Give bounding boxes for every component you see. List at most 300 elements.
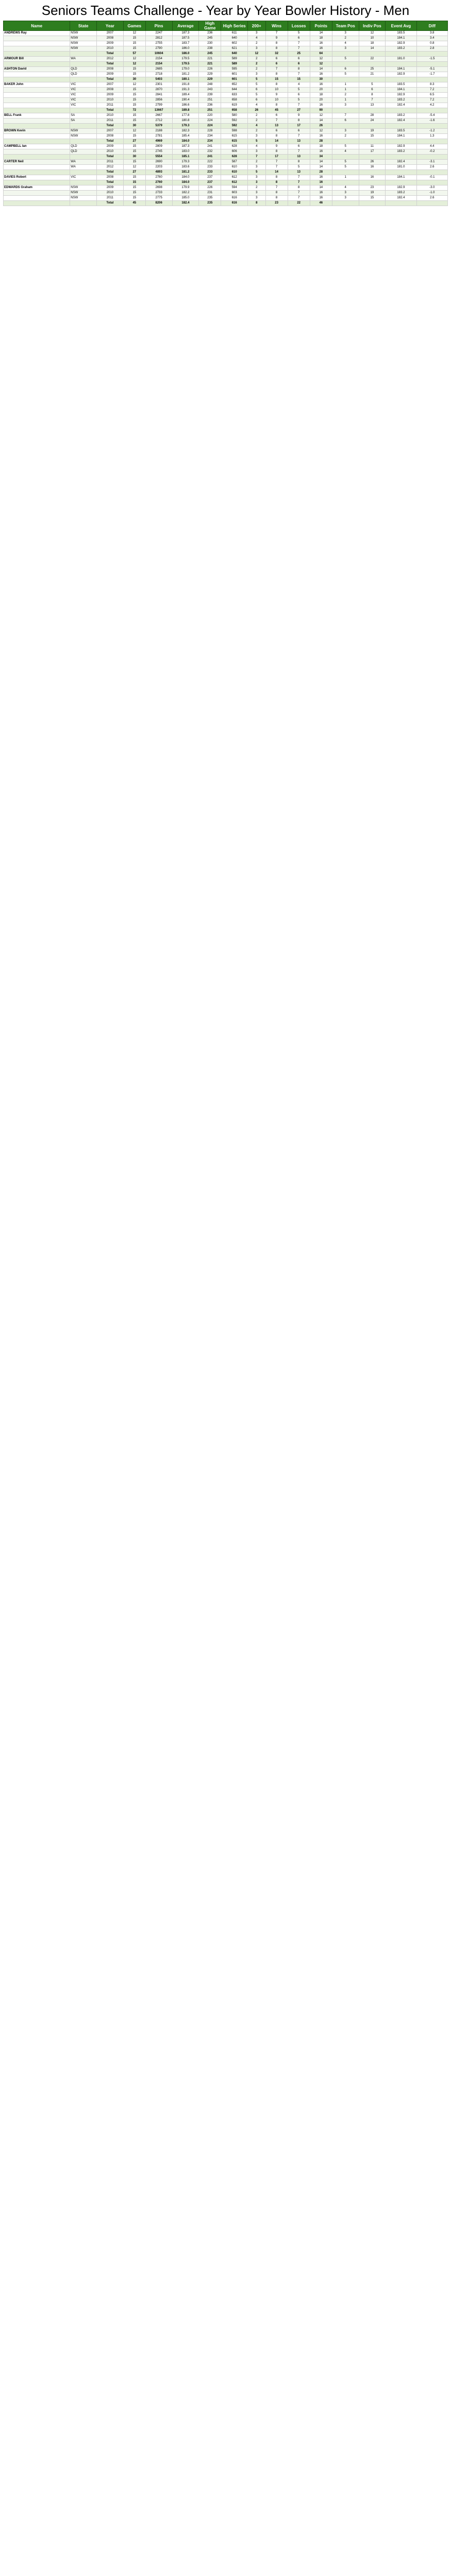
table-cell [4,108,70,113]
table-cell: 15 [123,88,145,93]
table-cell: 2008 [97,88,124,93]
table-cell: 2745 [145,149,172,155]
table-cell: 226 [199,67,221,72]
table-cell: 3 [248,165,265,170]
table-cell: 6 [288,93,310,98]
table-cell: 2008 [97,67,124,72]
table-cell [332,139,359,144]
table-cell [386,180,416,185]
table-cell: 5 [332,165,359,170]
table-cell: 619 [221,103,248,108]
table-cell: 8 [265,82,288,88]
table-cell: 12 [248,52,265,57]
table-cell: 179.5 [172,62,199,67]
table-cell: 28 [310,170,332,175]
table-cell: 2.6 [416,165,447,170]
table-cell: 26 [248,108,265,113]
table-cell: 182.4 [386,196,416,201]
table-cell: 5 [248,82,265,88]
table-cell: 15 [265,77,288,82]
table-row [4,103,448,108]
table-cell: 6 [248,98,265,103]
table-cell: 3 [248,175,265,180]
table-cell: 17 [288,124,310,129]
table-cell: 6 [332,67,359,72]
table-row [4,46,448,52]
table-cell: -1.7 [416,72,447,77]
table-cell: 7 [288,41,310,46]
table-cell: 2009 [97,144,124,149]
table-cell: 1.3 [416,134,447,139]
table-cell: 183.5 [386,82,416,88]
table-cell [359,139,386,144]
table-cell: 20 [310,98,332,103]
table-cell: 14 [265,139,288,144]
table-cell [70,155,97,160]
table-cell: 3 [248,134,265,139]
table-cell: 16 [359,165,386,170]
table-cell: 28 [310,139,332,144]
table-cell: 5 [288,98,310,103]
table-cell: 2203 [145,165,172,170]
table-cell [4,139,70,144]
table-cell: 18 [310,144,332,149]
table-cell: 615 [221,134,248,139]
table-cell [4,165,70,170]
table-cell: 3.8 [416,31,447,36]
table-cell: 183.2 [386,191,416,196]
table-cell: 3 [248,180,265,185]
table-cell: VIC [70,82,97,88]
table-cell: 182.9 [386,72,416,77]
table-cell: 2010 [97,191,124,196]
column-header: Losses [288,21,310,31]
table-row [4,93,448,98]
table-cell: 8 [265,180,288,185]
table-cell: 587 [221,160,248,165]
table-cell [416,124,447,129]
table-cell: 1 [332,98,359,103]
table-cell: 2009 [97,185,124,191]
table-cell [332,155,359,160]
table-cell: -0.2 [416,149,447,155]
table-cell: 183.2 [386,113,416,118]
table-cell [4,98,70,103]
table-cell: 589 [221,57,248,62]
table-cell: 224 [199,118,221,124]
table-cell: 16 [310,103,332,108]
table-row [4,160,448,165]
table-cell: 10 [265,88,288,93]
table-cell: 182.4 [386,160,416,165]
table-cell: 19 [359,191,386,196]
table-cell: 184.1 [386,175,416,180]
table-cell: 2799 [145,103,172,108]
table-cell: Total [97,170,124,175]
table-cell: 6.5 [416,93,447,98]
table-cell: -1.6 [416,118,447,124]
table-cell: 16 [310,41,332,46]
table-cell: 15 [123,113,145,118]
table-cell: 4 [288,82,310,88]
table-row [4,72,448,77]
table-cell: 234 [199,134,221,139]
table-cell: 7 [288,180,310,185]
table-cell: 8 [265,149,288,155]
table-cell: 8 [248,201,265,206]
table-cell: 7.2 [416,98,447,103]
table-cell: 233 [199,165,221,170]
table-cell: 12 [123,62,145,67]
table-cell: 182.9 [386,41,416,46]
table-cell: 184.1 [386,134,416,139]
table-cell: 181.2 [172,170,199,175]
table-cell: 27 [123,139,145,144]
table-cell: 5 [248,77,265,82]
table-cell [386,201,416,206]
table-cell: 2 [248,67,265,72]
table-cell: 183.2 [386,46,416,52]
table-cell: 2718 [145,72,172,77]
table-cell: 6 [288,57,310,62]
table-cell: ANDREWS Ray [4,31,70,36]
table-cell: 26 [359,160,386,165]
table-cell: 182.4 [172,201,199,206]
table-cell: 234 [199,139,221,144]
table-cell: 12 [123,57,145,62]
table-cell [4,124,70,129]
table-cell: 185.0 [172,196,199,201]
table-cell: 14 [265,170,288,175]
total-row [4,77,448,82]
table-cell: 7 [288,46,310,52]
table-cell: 628 [221,155,248,160]
table-cell: 3 [332,46,359,52]
table-cell: 181.2 [172,72,199,77]
table-cell: 7.2 [416,88,447,93]
table-cell: 233 [199,170,221,175]
table-cell: 243 [199,88,221,93]
table-cell: 226 [199,185,221,191]
table-cell: 3 [248,72,265,77]
table-cell [359,180,386,185]
table-cell: 2 [248,62,265,67]
table-cell [332,62,359,67]
table-cell: 15 [123,67,145,72]
table-cell: 2790 [145,46,172,52]
table-cell: 589 [221,62,248,67]
table-cell: NSW [70,134,97,139]
table-cell: 13667 [145,108,172,113]
table-cell: 2760 [145,175,172,180]
table-cell: 8 [265,196,288,201]
column-header: Games [123,21,145,31]
table-cell: 8 [288,67,310,72]
table-cell [70,139,97,144]
table-row [4,98,448,103]
table-cell: -0.1 [416,175,447,180]
table-cell: 190.4 [172,98,199,103]
table-cell: 9 [265,93,288,98]
table-cell: 7 [332,113,359,118]
table-cell: 658 [221,98,248,103]
table-cell: 3 [248,196,265,201]
table-cell [4,103,70,108]
table-cell: 6 [265,129,288,134]
table-cell: 18 [310,36,332,41]
total-row [4,201,448,206]
table-cell: VIC [70,98,97,103]
table-cell: 7 [265,67,288,72]
column-header: Diff [416,21,447,31]
table-cell: 1 [332,88,359,93]
table-cell: 180.8 [172,118,199,124]
table-cell [70,52,97,57]
table-cell: 8 [265,191,288,196]
table-cell: 6 [288,36,310,41]
table-cell [416,170,447,175]
table-cell: 2690 [145,160,172,165]
table-cell [4,149,70,155]
table-cell: NSW [70,46,97,52]
table-cell: 2009 [97,41,124,46]
table-cell: 633 [221,93,248,98]
table-cell: -1.0 [416,191,447,196]
table-cell: 2 [332,93,359,98]
table-cell [332,170,359,175]
table-cell: 7 [288,103,310,108]
table-cell: 236 [199,31,221,36]
table-cell: ARMOUR Bill [4,57,70,62]
table-cell: 9 [265,144,288,149]
table-cell: 2301 [145,82,172,88]
table-cell: 3 [332,31,359,36]
table-cell: 7 [359,98,386,103]
table-cell: 2008 [97,36,124,41]
table-cell [70,170,97,175]
table-cell: 15 [123,185,145,191]
table-cell: 15 [123,41,145,46]
table-cell: 594 [221,185,248,191]
table-cell: NSW [70,129,97,134]
table-cell: 12 [123,165,145,170]
table-cell: 2 [248,41,265,46]
table-cell: 30 [123,155,145,160]
table-cell: 2012 [97,165,124,170]
table-cell: 241 [199,155,221,160]
table-cell: 8 [265,46,288,52]
table-cell: 3 [332,196,359,201]
table-cell: 0.8 [416,41,447,46]
table-cell: 11 [359,144,386,149]
table-cell: VIC [70,93,97,98]
table-cell: 2 [248,113,265,118]
table-cell: 22 [288,201,310,206]
table-cell: 2.6 [416,196,447,201]
table-cell: 16 [310,180,332,185]
table-cell: 245 [199,36,221,41]
table-cell: 610 [221,170,248,175]
table-cell: 15 [123,149,145,155]
table-cell: 186.0 [172,52,199,57]
table-row [4,149,448,155]
table-cell: NSW [70,36,97,41]
table-cell [70,108,97,113]
table-cell: 185.1 [172,155,199,160]
table-cell: 16 [359,175,386,180]
table-cell: 183.0 [172,149,199,155]
table-cell: 238 [199,46,221,52]
total-row [4,62,448,67]
table-cell: 16 [310,82,332,88]
table-row [4,118,448,124]
total-row [4,170,448,175]
table-cell: 595 [221,67,248,72]
table-cell: 22 [359,57,386,62]
table-cell [416,62,447,67]
table-cell: 15 [123,144,145,149]
table-cell: 10 [359,36,386,41]
table-cell: 640 [221,52,248,57]
table-cell: 235 [199,201,221,206]
column-header: High Series [221,21,248,31]
table-cell: 2.8 [416,46,447,52]
table-cell: 640 [221,36,248,41]
table-cell: 10604 [145,52,172,57]
table-cell: 248 [199,82,221,88]
table-cell: BROWN Kevin [4,129,70,134]
table-cell: 2870 [145,88,172,93]
table-cell: 2010 [97,113,124,118]
table-cell [70,77,97,82]
table-cell: -1.2 [416,129,447,134]
table-cell: 615 [221,139,248,144]
table-cell: 3 [248,31,265,36]
table-cell: 2 [248,129,265,134]
table-cell [332,77,359,82]
table-cell: SA [70,118,97,124]
table-cell: 8 [265,72,288,77]
table-cell: 7 [288,72,310,77]
table-cell: 5 [248,170,265,175]
total-row [4,52,448,57]
table-cell: 34 [310,155,332,160]
table-cell: NSW [70,31,97,36]
table-cell [359,170,386,175]
table-row [4,31,448,36]
table-cell: 182.9 [386,144,416,149]
table-cell: 231 [199,191,221,196]
table-cell: NSW [70,41,97,46]
table-cell: 13 [359,103,386,108]
table-cell: 16 [310,134,332,139]
table-cell: 602 [221,41,248,46]
table-cell: NSW [70,191,97,196]
table-row [4,113,448,118]
table-cell: 72 [123,108,145,113]
table-cell [416,155,447,160]
table-cell [416,139,447,144]
table-cell: 5 [332,72,359,77]
column-header: Wins [265,21,288,31]
table-cell: 628 [221,144,248,149]
table-cell: 7 [265,118,288,124]
table-cell: 2812 [145,36,172,41]
table-cell: 25 [288,52,310,57]
table-cell: 6 [265,113,288,118]
table-cell: 603 [221,191,248,196]
table-cell: 45 [265,108,288,113]
table-cell [70,62,97,67]
table-cell: 251 [199,108,221,113]
table-cell: 612 [221,180,248,185]
table-cell: Total [97,201,124,206]
table-cell [4,46,70,52]
table-cell: 5 [359,82,386,88]
table-cell: 12 [310,62,332,67]
table-cell: 237 [199,180,221,185]
table-cell: 15 [123,191,145,196]
table-cell: 2008 [97,175,124,180]
table-cell: 239 [199,93,221,98]
table-cell [4,180,70,185]
table-cell: 14 [310,165,332,170]
table-cell: 12 [359,31,386,36]
table-cell: 181.0 [386,57,416,62]
table-cell: 644 [221,88,248,93]
table-cell: NSW [70,196,97,201]
column-header: Average [172,21,199,31]
table-cell: 182.9 [386,185,416,191]
table-cell: 2755 [145,41,172,46]
table-cell: 3 [332,103,359,108]
table-cell: 179.9 [172,185,199,191]
table-cell: 222 [199,160,221,165]
table-cell: 2188 [145,129,172,134]
table-cell [332,52,359,57]
table-cell: QLD [70,149,97,155]
table-cell: -5.4 [416,113,447,118]
table-cell: 12 [123,31,145,36]
table-cell: 182.4 [386,103,416,108]
table-cell: 6 [248,88,265,93]
table-cell: WA [70,57,97,62]
table-cell: 220 [199,113,221,118]
table-row [4,36,448,41]
table-cell [386,52,416,57]
table-cell: 5379 [145,124,172,129]
table-cell: 187.3 [172,144,199,149]
table-cell: 57 [123,52,145,57]
table-cell [4,170,70,175]
table-cell: 2685 [145,67,172,72]
table-cell [4,155,70,160]
table-cell: 1 [332,175,359,180]
table-cell: 580 [221,113,248,118]
table-cell: 2 [248,160,265,165]
table-cell: 7 [288,134,310,139]
table-cell: 3.4 [416,36,447,41]
table-cell: 183.7 [172,41,199,46]
table-cell: 24 [359,118,386,124]
table-cell: EDWARDS Graham [4,185,70,191]
table-cell: 8 [265,41,288,46]
table-cell: 601 [221,77,248,82]
table-cell: 7 [288,175,310,180]
table-cell: 18 [310,93,332,98]
table-cell: 181.0 [386,165,416,170]
table-row [4,57,448,62]
